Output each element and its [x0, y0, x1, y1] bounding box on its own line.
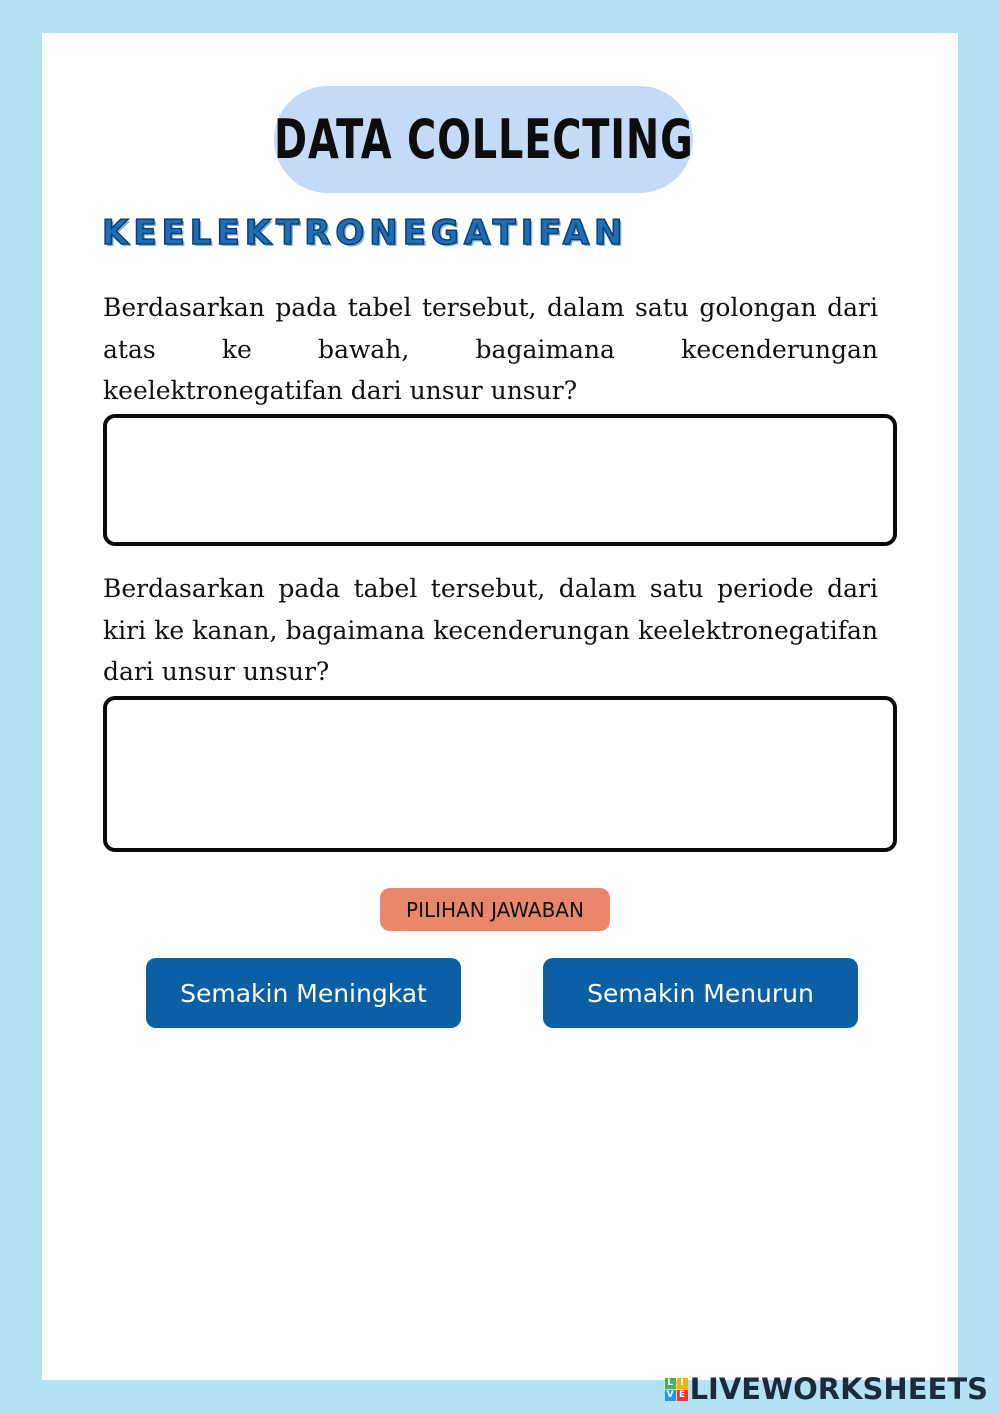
answer-drop-zone-1[interactable] [103, 414, 897, 546]
answer-drop-zone-2[interactable] [103, 696, 897, 852]
liveworksheets-watermark [665, 1372, 988, 1406]
worksheet-page [42, 33, 958, 1380]
logo-letter: E [677, 1390, 688, 1401]
liveworksheets-logo-icon [665, 1378, 688, 1401]
page-subtitle: KEELEKTRONEGATIFAN [102, 213, 628, 253]
choice-semakin-meningkat[interactable]: Semakin Meningkat [146, 958, 461, 1028]
choices-label: PILIHAN JAWABAN [380, 888, 610, 931]
title-banner [274, 86, 693, 193]
logo-letter: V [665, 1390, 676, 1401]
choice-semakin-menurun[interactable]: Semakin Menurun [543, 958, 858, 1028]
logo-letter: L [665, 1378, 676, 1389]
page-title: DATA COLLECTING [273, 108, 694, 171]
question-2: Berdasarkan pada tabel tersebut, dalam satu periode dari kiri ke kanan, bagaimana kecenderungan keelektronegatifan dari unsur unsur? [103, 574, 878, 686]
question-1: Berdasarkan pada tabel tersebut, dalam satu golongan dari atas ke bawah, bagaimana kecenderungan keelektronegatifan dari unsur unsur? [103, 293, 878, 405]
watermark-text: LIVEWORKSHEETS [689, 1372, 988, 1406]
logo-letter: I [677, 1378, 688, 1389]
